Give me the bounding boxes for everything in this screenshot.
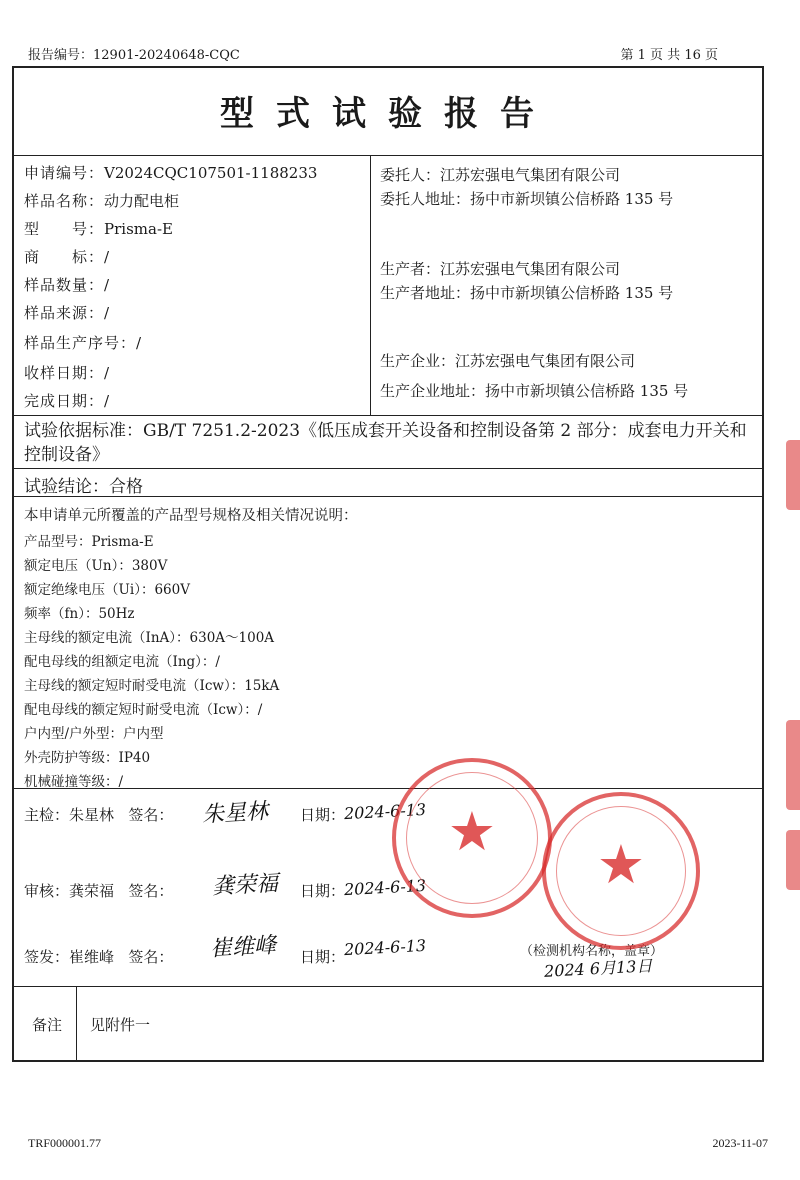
field-sample-qty: 样品数量：/ bbox=[24, 276, 110, 294]
handwritten-signature-reviewer: 龚荣福 bbox=[211, 871, 279, 900]
star-icon: ★ bbox=[596, 833, 646, 897]
seal-edge-mark bbox=[786, 830, 800, 890]
remarks-label: 备注 bbox=[32, 1016, 63, 1034]
spec-line: 机械碰撞等级：/ bbox=[24, 774, 124, 790]
handwritten-date: 2024-6-13 bbox=[343, 799, 427, 824]
handwritten-date: 2024-6-13 bbox=[343, 935, 427, 960]
spec-title: 本申请单元所覆盖的产品型号规格及相关情况说明： bbox=[24, 508, 358, 524]
field-receive-date: 收样日期：/ bbox=[24, 364, 110, 382]
field-client-address: 委托人地址：扬中市新坝镇公信桥路 135 号 bbox=[380, 190, 674, 208]
spec-line: 额定电压（Un）：380V bbox=[24, 558, 168, 574]
signature-row-reviewer: 审核：龚荣福 签名： bbox=[24, 882, 174, 900]
star-icon: ★ bbox=[447, 800, 497, 864]
spec-line: 外壳防护等级：IP40 bbox=[24, 750, 151, 766]
field-sample-source: 样品来源：/ bbox=[24, 304, 110, 322]
handwritten-signature-issuer: 崔维峰 bbox=[209, 933, 277, 962]
remarks-value: 见附件一 bbox=[90, 1016, 151, 1034]
spec-line: 配电母线的组额定电流（Ing）：/ bbox=[24, 654, 220, 670]
spec-line: 配电母线的额定短时耐受电流（Icw）：/ bbox=[24, 702, 263, 718]
handwritten-date: 2024-6-13 bbox=[343, 875, 427, 900]
field-sample-name: 样品名称：动力配电柜 bbox=[24, 192, 180, 210]
date-label: 日期： bbox=[300, 948, 346, 966]
field-model: 型 号：Prisma-E bbox=[24, 220, 173, 238]
form-date: 2023-11-07 bbox=[712, 1136, 768, 1150]
field-client: 委托人：江苏宏强电气集团有限公司 bbox=[380, 166, 621, 184]
spec-line: 主母线的额定短时耐受电流（Icw）：15kA bbox=[24, 678, 280, 694]
test-conclusion: 试验结论：合格 bbox=[24, 477, 143, 497]
spec-line: 产品型号：Prisma-E bbox=[24, 534, 154, 550]
report-title: 型式试验报告 bbox=[220, 94, 556, 134]
red-seal-left bbox=[392, 758, 552, 918]
field-producer-address: 生产者地址：扬中市新坝镇公信桥路 135 号 bbox=[380, 284, 674, 302]
test-standard: 试验依据标准：GB/T 7251.2-2023《低压成套开关设备和控制设备第 2 部分：成套电力开关和控制设备》 bbox=[24, 421, 747, 465]
field-manufacturer: 生产企业：江苏宏强电气集团有限公司 bbox=[380, 352, 636, 370]
seal-edge-mark bbox=[786, 440, 800, 510]
signature-row-issuer: 签发：崔维峰 签名： bbox=[24, 948, 174, 966]
form-code: TRF000001.77 bbox=[28, 1136, 102, 1150]
date-label: 日期： bbox=[300, 806, 346, 824]
stamp-date: 2024 6月13日 bbox=[543, 956, 653, 981]
report-form bbox=[12, 66, 764, 1062]
stamp-caption: （检测机构名称，盖章） bbox=[520, 944, 664, 959]
spec-line: 额定绝缘电压（Ui）：660V bbox=[24, 582, 190, 598]
handwritten-signature-inspector: 朱星林 bbox=[201, 799, 269, 828]
field-complete-date: 完成日期：/ bbox=[24, 392, 110, 410]
spec-line: 主母线的额定电流（InA）：630A～100A bbox=[24, 630, 275, 646]
field-manufacturer-address: 生产企业地址：扬中市新坝镇公信桥路 135 号 bbox=[380, 382, 689, 400]
date-label: 日期： bbox=[300, 882, 346, 900]
report-number: 报告编号：12901-20240648-CQC bbox=[28, 48, 240, 63]
field-trademark: 商 标：/ bbox=[24, 248, 110, 266]
spec-line: 频率（fn）：50Hz bbox=[24, 606, 135, 622]
red-seal-right bbox=[542, 792, 700, 950]
signature-row-inspector: 主检：朱星林 签名： bbox=[24, 806, 174, 824]
spec-line: 户内型/户外型：户内型 bbox=[24, 726, 164, 742]
seal-edge-mark bbox=[786, 720, 800, 810]
page-indicator: 第 1 页 共 16 页 bbox=[620, 48, 718, 63]
field-application-no: 申请编号：V2024CQC107501-1188233 bbox=[24, 164, 318, 182]
field-serial-no: 样品生产序号：/ bbox=[24, 334, 142, 352]
field-producer: 生产者：江苏宏强电气集团有限公司 bbox=[380, 260, 621, 278]
